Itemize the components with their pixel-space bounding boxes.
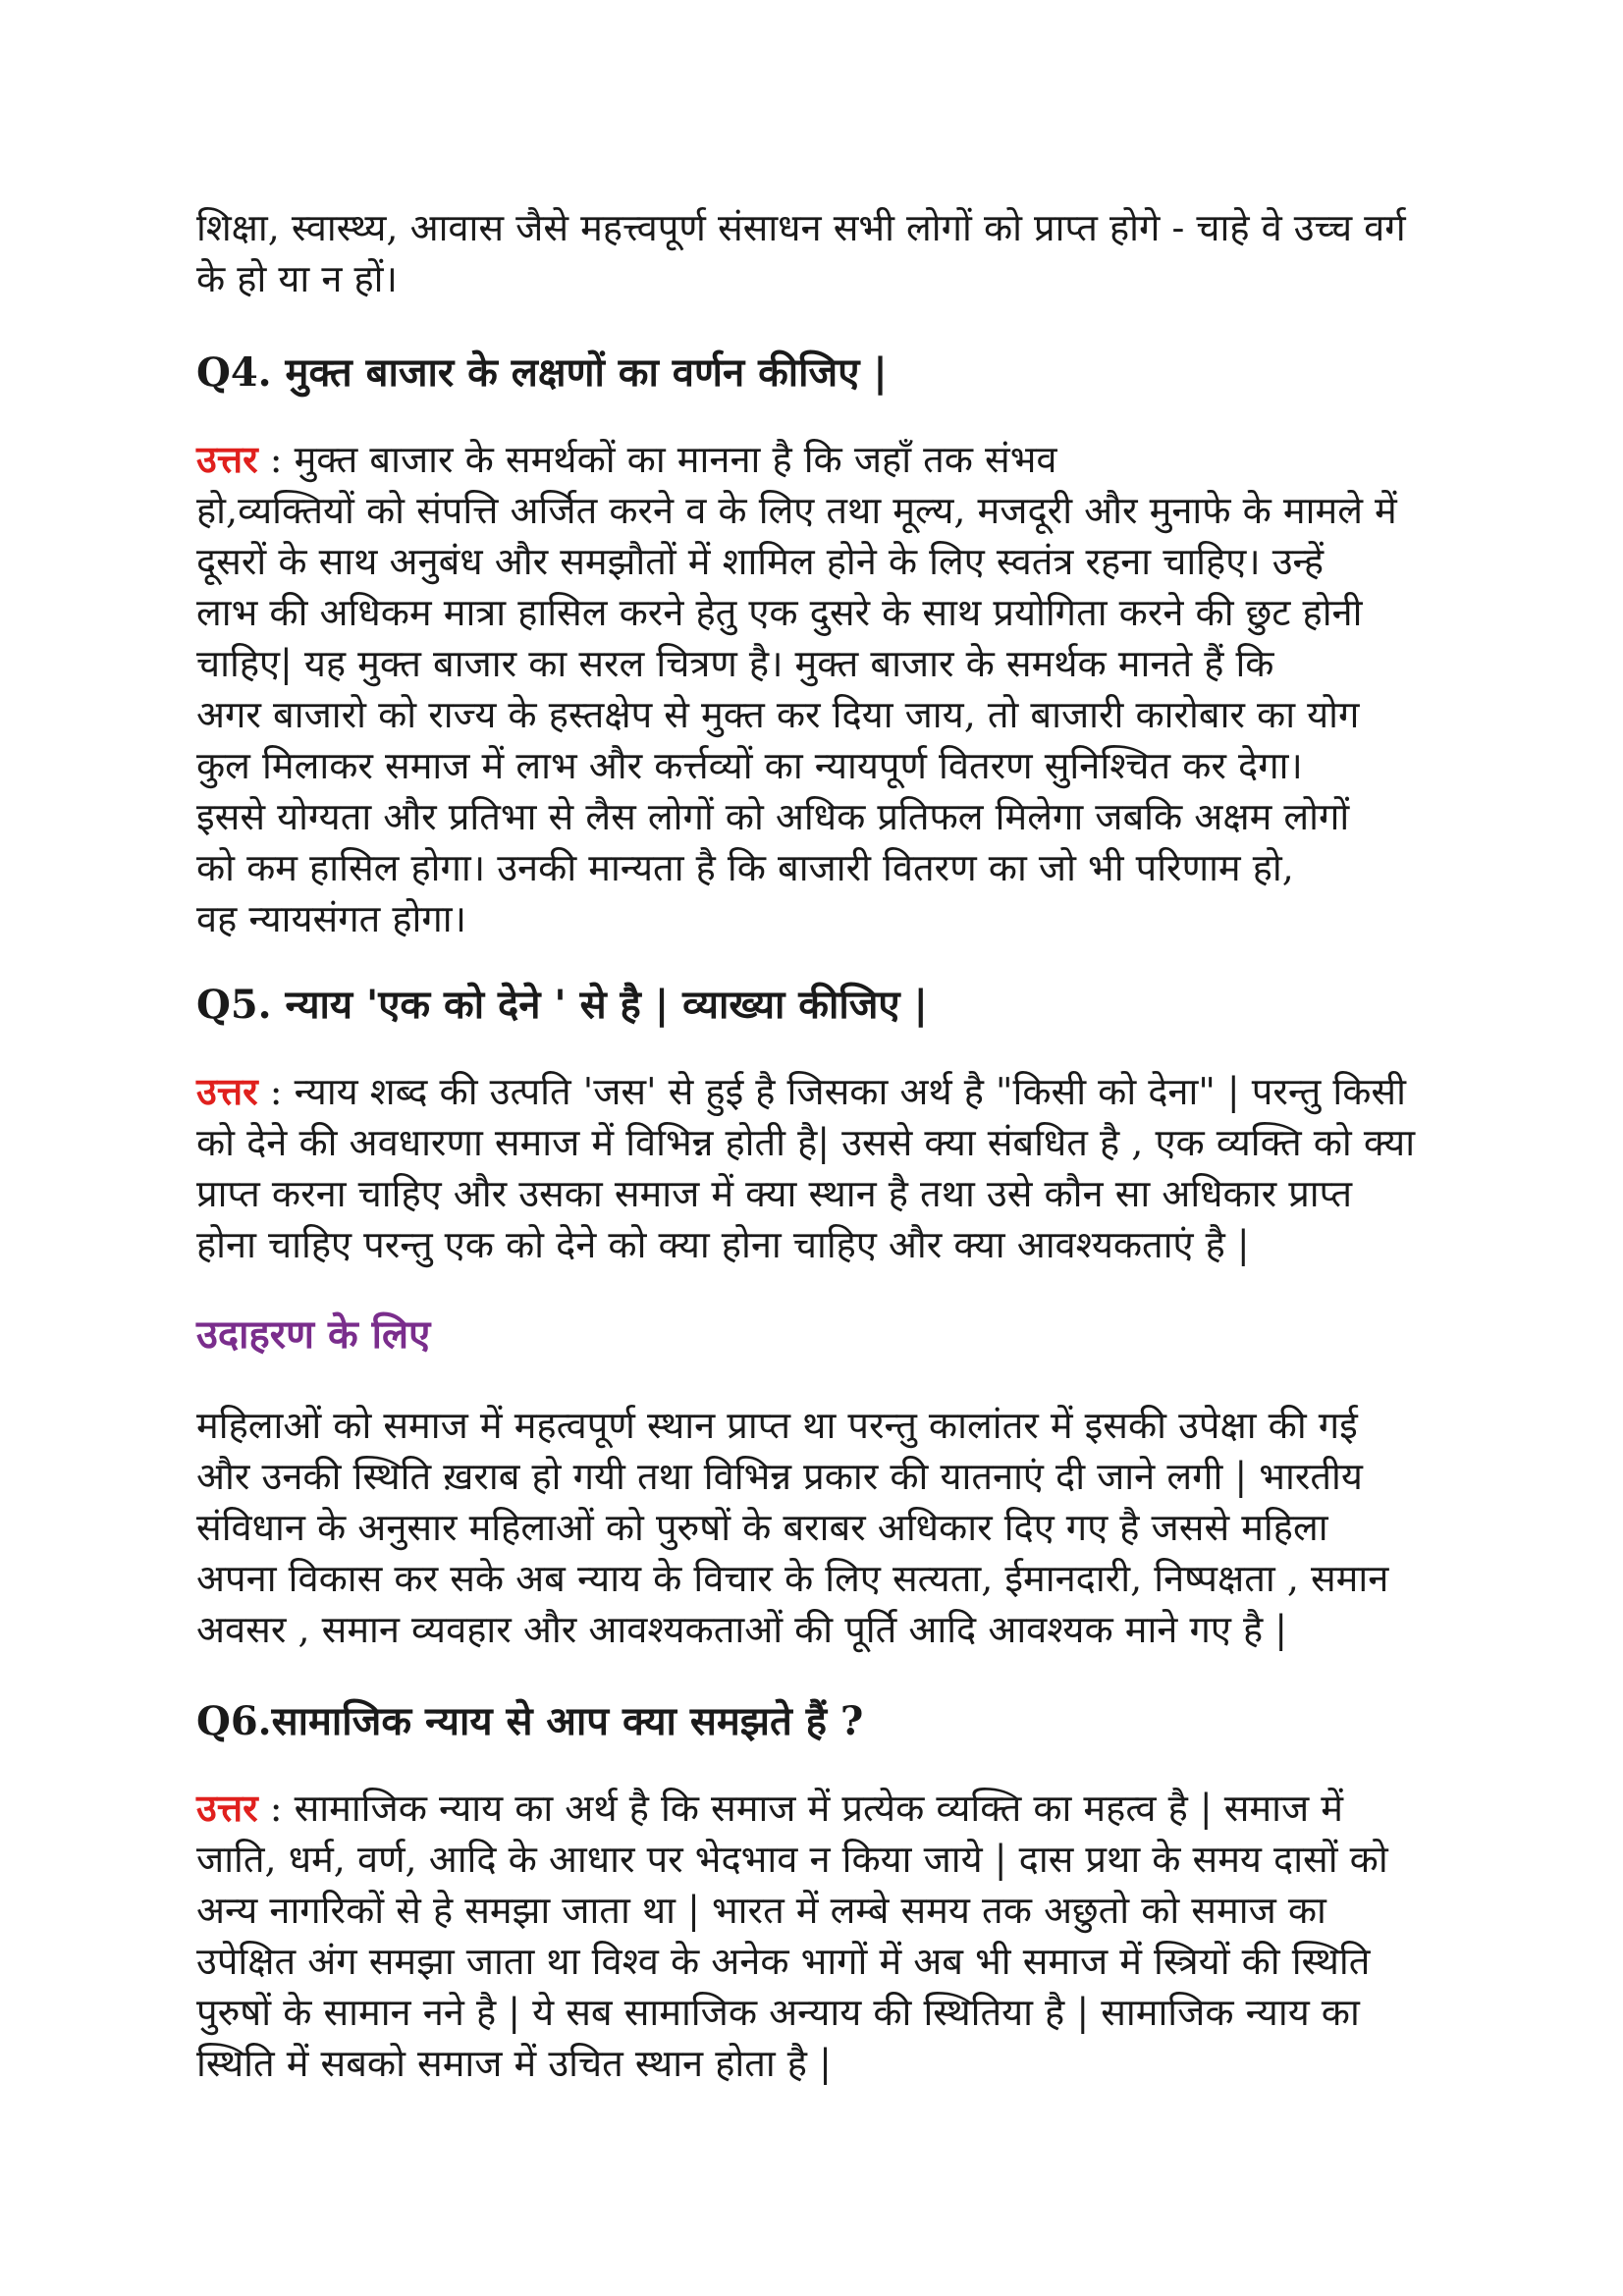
- text-line: चाहिए| यह मुक्त बाजार का सरल चित्रण है। मुक्त बाजार के समर्थक मानते हैं कि: [196, 642, 1274, 685]
- answer-label: उत्तर: [196, 1786, 258, 1830]
- text-line: अपना विकास कर सके अब न्याय के विचार के लिए सत्यता, ईमानदारी, निष्पक्षता , समान: [196, 1557, 1389, 1600]
- text-line: स्थिति में सबको समाज में उचित स्थान होता है |: [196, 2042, 832, 2085]
- document-page: [196, 196, 1434, 2089]
- text-line: [196, 1066, 1434, 1117]
- text-line: पुरुषों के सामान नने है | ये सब सामाजिक अन्याय की स्थितिया है | सामाजिक न्याय का: [196, 1991, 1360, 2034]
- text-line: अन्य नागरिकों से हे समझा जाता था | भारत में लम्बे समय तक अछुतो को समाज का: [196, 1889, 1326, 1932]
- intro-paragraph: [196, 202, 1434, 304]
- answer-5: [196, 1066, 1434, 1270]
- text-line: उपेक्षित अंग समझा जाता था विश्व के अनेक भागों में अब भी समाज में स्त्रियों की स्थिति: [196, 1940, 1371, 1983]
- text-line: को देने की अवधारणा समाज में विभिन्न होती है| उससे क्या संबधित है , एक व्यक्ति को क्या: [196, 1121, 1416, 1164]
- text-line: दूसरों के साथ अनुबंध और समझौतों में शामिल होने के लिए स्वतंत्र रहना चाहिए। उन्हें: [196, 540, 1325, 583]
- example-paragraph: [196, 1400, 1434, 1655]
- answer-text: : मुक्त बाजार के समर्थकों का मानना है कि जहाँ तक संभव: [257, 438, 1057, 481]
- text-line: अवसर , समान व्यवहार और आवश्यकताओं की पूर्ति आदि आवश्यक माने गए है |: [196, 1608, 1288, 1651]
- text-line: अगर बाजारो को राज्य के हस्तक्षेप से मुक्त कर दिया जाय, तो बाजारी कारोबार का योग: [196, 693, 1360, 736]
- question-6: Q6.सामाजिक न्याय से आप क्या समझते हैं ?: [196, 1698, 864, 1744]
- text-line: संविधान के अनुसार महिलाओं को पुरुषों के बराबर अधिकार दिए गए है जससे महिला: [196, 1506, 1328, 1549]
- text-line: महिलाओं को समाज में महत्वपूर्ण स्थान प्राप्त था परन्तु कालांतर में इसकी उपेक्षा की गई: [196, 1404, 1358, 1447]
- answer-6: [196, 1783, 1434, 2089]
- answer-label: उत्तर: [196, 1069, 258, 1113]
- text-line: हो,व्यक्तियों को संपत्ति अर्जित करने व के लिए तथा मूल्य, मजदूरी और मुनाफे के मामले में: [196, 489, 1397, 532]
- answer-label: उत्तर: [196, 437, 258, 481]
- text-line: शिक्षा, स्वास्थ्य, आवास जैसे महत्त्वपूर्ण संसाधन सभी लोगों को प्राप्त होगे - चाहे वे उच्च वर्ग: [196, 206, 1406, 249]
- text-line: और उनकी स्थिति ख़राब हो गयी तथा विभिन्न प्रकार की यातनाएं दी जाने लगी | भारतीय: [196, 1455, 1363, 1498]
- text-line: कुल मिलाकर समाज में लाभ और कर्त्तव्यों का न्यायपूर्ण वितरण सुनिश्चित कर देगा।: [196, 744, 1303, 787]
- text-line: [196, 434, 1434, 485]
- text-line: को कम हासिल होगा। उनकी मान्यता है कि बाजारी वितरण का जो भी परिणाम हो,: [196, 846, 1294, 889]
- text-line: जाति, धर्म, वर्ण, आदि के आधार पर भेदभाव न किया जाये | दास प्रथा के समय दासों को: [196, 1838, 1388, 1881]
- text-line: वह न्यायसंगत होगा।: [196, 897, 466, 940]
- text-line: के हो या न हों।: [196, 257, 398, 300]
- question-4: Q4. मुक्त बाजार के लक्षणों का वर्णन कीजिए |: [196, 349, 888, 396]
- text-line: होना चाहिए परन्तु एक को देने को क्या होना चाहिए और क्या आवश्यकताएं है |: [196, 1223, 1250, 1266]
- text-line: [196, 1783, 1434, 1834]
- text-line: प्राप्त करना चाहिए और उसका समाज में क्या स्थान है तथा उसे कौन सा अधिकार प्राप्त: [196, 1172, 1353, 1215]
- answer-text: : न्याय शब्द की उत्पति 'जस' से हुई है जिसका अर्थ है "किसी को देना" | परन्तु किसी: [257, 1070, 1406, 1113]
- text-line: लाभ की अधिकम मात्रा हासिल करने हेतु एक दुसरे के साथ प्रयोगिता करने की छुट होनी: [196, 591, 1363, 634]
- question-5: Q5. न्याय 'एक को देने ' से है | व्याख्या कीजिए |: [196, 982, 929, 1028]
- text-line: इससे योग्यता और प्रतिभा से लैस लोगों को अधिक प्रतिफल मिलेगा जबकि अक्षम लोगों: [196, 795, 1350, 838]
- answer-text: : सामाजिक न्याय का अर्थ है कि समाज में प्रत्येक व्यक्ति का महत्व है | समाज में: [257, 1787, 1343, 1830]
- answer-4: [196, 434, 1434, 944]
- example-heading: उदाहरण के लिए: [196, 1311, 431, 1358]
